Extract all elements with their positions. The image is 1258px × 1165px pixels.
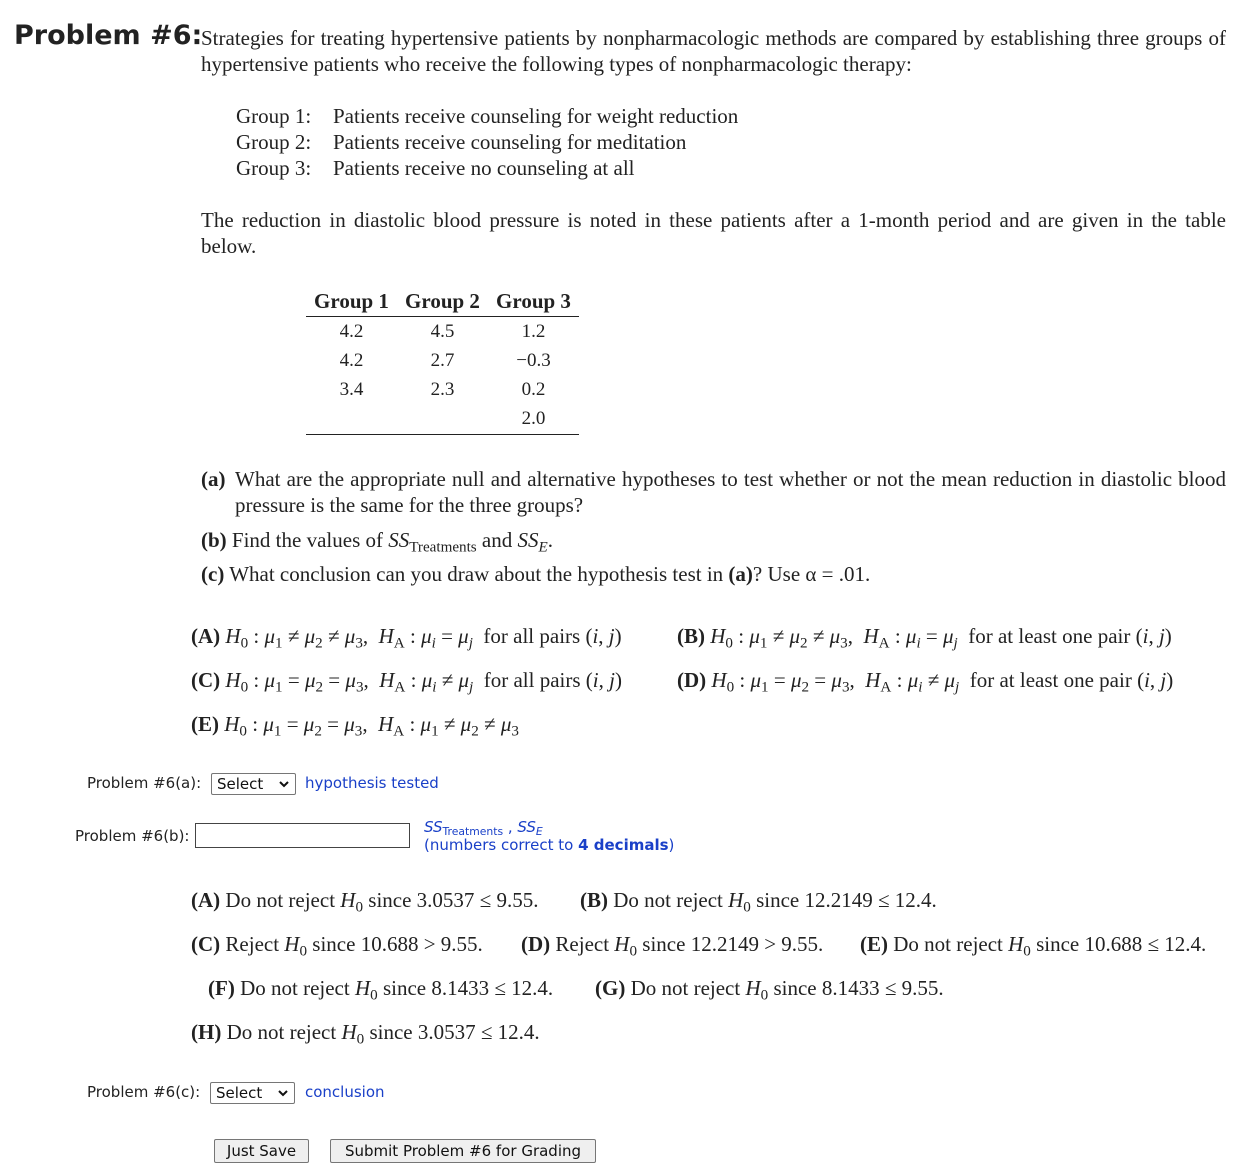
concl-option-a-mid: since bbox=[368, 888, 412, 912]
table-header: Group 3 bbox=[488, 286, 579, 317]
group-3-row bbox=[236, 155, 635, 181]
hyp-option-b bbox=[677, 622, 1172, 658]
concl-option-g-tag: (G) bbox=[595, 976, 626, 1000]
question-b-end: . bbox=[547, 528, 553, 552]
table-header-row bbox=[306, 286, 579, 317]
table-cell: 4.2 bbox=[339, 320, 364, 342]
hyp-option-d-tag: (D) bbox=[677, 668, 707, 692]
ss-answer-input[interactable] bbox=[195, 823, 410, 848]
question-b bbox=[201, 527, 553, 561]
table-cell bbox=[397, 404, 488, 435]
concl-option-g-pre: Do not reject bbox=[630, 976, 741, 1000]
concl-option-d-expr: 12.2149 > 9.55. bbox=[690, 932, 824, 956]
concl-option-h-tag: (H) bbox=[191, 1020, 222, 1044]
concl-option-e-pre: Do not reject bbox=[893, 932, 1003, 956]
hyp-option-c-tag: (C) bbox=[191, 668, 221, 692]
decimals-hint-num: 4 decimals bbox=[578, 836, 669, 854]
concl-option-a-pre: Do not reject bbox=[225, 888, 336, 912]
concl-option-g: (G) Do not reject $H_0$ since 8.1433 ≤ 9.55. bbox=[595, 976, 944, 1004]
concl-option-c-tag: (C) bbox=[191, 932, 221, 956]
hyp-option-a-suffix: for all pairs bbox=[483, 624, 581, 648]
problem-intro: Strategies for treating hypertensive patients by nonpharmacologic methods are compared by establishing three groups of hypertensive patients who receive the following types of nonpharmacologic therapy: bbox=[201, 26, 1226, 76]
submit-button[interactable]: Submit Problem #6 for Grading bbox=[330, 1139, 596, 1163]
concl-option-d-pre: Reject bbox=[555, 932, 610, 956]
conclusion-hint: conclusion bbox=[305, 1083, 385, 1101]
concl-option-h-expr: 3.0537 ≤ 12.4. bbox=[417, 1020, 540, 1044]
concl-option-a-expr: 3.0537 ≤ 9.55. bbox=[416, 888, 539, 912]
question-c bbox=[201, 561, 870, 587]
hyp-option-d-pair: (i, j) bbox=[1137, 668, 1174, 692]
hyp-option-a-formula: $H_0$ : $\mu_1 \ne \mu_2 \ne \mu_3$, $H_A$ : $\mu_i = \mu_j$ bbox=[225, 624, 473, 652]
ss-hint-ss: SS bbox=[424, 818, 443, 836]
hyp-option-c-suffix: for all pairs bbox=[483, 668, 581, 692]
decimals-hint-post: ) bbox=[668, 836, 675, 854]
hyp-option-b-pair: (i, j) bbox=[1135, 624, 1172, 648]
concl-option-b-mid: since bbox=[756, 888, 800, 912]
conclusion-select[interactable] bbox=[210, 1082, 295, 1104]
concl-option-e-mid: since bbox=[1036, 932, 1080, 956]
hypothesis-select-value: Select bbox=[217, 775, 264, 793]
group-3-label: Group 3: bbox=[236, 156, 312, 180]
concl-option-e: (E) Do not reject $H_0$ since 10.688 ≤ 12.4. bbox=[860, 932, 1207, 960]
concl-option-a: (A) Do not reject $H_0$ since 3.0537 ≤ 9.55. bbox=[191, 888, 539, 916]
table-cell: 4.5 bbox=[430, 320, 455, 342]
concl-option-g-expr: 8.1433 ≤ 9.55. bbox=[821, 976, 944, 1000]
ss-hint-e: E bbox=[535, 825, 543, 839]
chevron-down-icon bbox=[277, 1087, 289, 1099]
concl-option-d-tag: (D) bbox=[521, 932, 551, 956]
concl-option-f: (F) Do not reject $H_0$ since 8.1433 ≤ 12.4. bbox=[208, 976, 554, 1004]
chevron-down-icon bbox=[278, 778, 290, 790]
hyp-option-a bbox=[191, 622, 622, 658]
problem-6c-label: Problem #6(c): bbox=[87, 1083, 201, 1101]
table-cell: 4.2 bbox=[339, 349, 364, 371]
concl-option-e-tag: (E) bbox=[860, 932, 888, 956]
hyp-option-c bbox=[191, 666, 622, 702]
concl-option-b: (B) Do not reject $H_0$ since 12.2149 ≤ 12.4. bbox=[580, 888, 937, 916]
reduction-text: The reduction in diastolic blood pressure is noted in these patients after a 1-month period and are given in the table below. bbox=[201, 208, 1226, 258]
ss-hint-sep: , bbox=[503, 818, 518, 836]
concl-option-f-pre: Do not reject bbox=[240, 976, 350, 1000]
concl-option-c-pre: Reject bbox=[225, 932, 280, 956]
concl-option-f-mid: since bbox=[382, 976, 427, 1000]
hyp-option-d-formula: $H_0$ : $\mu_1 = \mu_2 = \mu_3$, $H_A$ : $\mu_i \ne \mu_j$ bbox=[711, 668, 960, 696]
hyp-option-b-formula: $H_0$ : $\mu_1 \ne \mu_2 \ne \mu_3$, $H_A$ : $\mu_i = \mu_j$ bbox=[710, 624, 958, 652]
hyp-option-a-pair: (i, j) bbox=[585, 624, 622, 648]
concl-option-c-mid: since bbox=[312, 932, 356, 956]
question-c-text: What conclusion can you draw about the hypothesis test in bbox=[229, 562, 729, 586]
group-2-label: Group 2: bbox=[236, 130, 312, 154]
table-cell: 2.0 bbox=[488, 404, 579, 435]
problem-6b-label: Problem #6(b): bbox=[75, 827, 190, 845]
concl-option-g-mid: since bbox=[773, 976, 817, 1000]
group-2-text: Patients receive counseling for meditation bbox=[333, 130, 687, 154]
hyp-option-e-tag: (E) bbox=[191, 712, 219, 736]
table-cell: 3.4 bbox=[339, 378, 364, 400]
table-cell: −0.3 bbox=[516, 349, 551, 371]
question-c-ref: (a) bbox=[728, 562, 753, 586]
hyp-option-a-tag: (A) bbox=[191, 624, 221, 648]
concl-option-c-expr: 10.688 > 9.55. bbox=[360, 932, 483, 956]
ss-hint-treatments: Treatments bbox=[442, 825, 504, 839]
table-header: Group 1 bbox=[306, 286, 397, 317]
concl-option-h-mid: since bbox=[369, 1020, 413, 1044]
concl-option-c: (C) Reject $H_0$ since 10.688 > 9.55. bbox=[191, 932, 483, 960]
table-row bbox=[306, 317, 579, 347]
hyp-option-c-formula: $H_0$ : $\mu_1 = \mu_2 = \mu_3$, $H_A$ : $\mu_i \ne \mu_j$ bbox=[225, 668, 474, 696]
table-cell: 0.2 bbox=[521, 378, 546, 400]
table-row bbox=[306, 346, 579, 375]
concl-option-h: (H) Do not reject $H_0$ since 3.0537 ≤ 12.4. bbox=[191, 1020, 540, 1048]
concl-option-b-expr: 12.2149 ≤ 12.4. bbox=[804, 888, 937, 912]
question-b-text: Find the values of bbox=[231, 528, 389, 552]
table-cell: 2.3 bbox=[430, 378, 455, 400]
hypothesis-select[interactable] bbox=[211, 773, 296, 795]
table-row bbox=[306, 404, 579, 435]
concl-option-h-pre: Do not reject bbox=[226, 1020, 337, 1044]
data-table bbox=[306, 286, 579, 435]
question-b-and: and bbox=[476, 528, 518, 552]
hyp-option-b-suffix: for at least one pair bbox=[968, 624, 1131, 648]
ss-hint-sse: SS bbox=[517, 818, 536, 836]
table-cell bbox=[306, 404, 397, 435]
hyp-option-b-tag: (B) bbox=[677, 624, 705, 648]
table-cell: 2.7 bbox=[430, 349, 455, 371]
concl-option-f-expr: 8.1433 ≤ 12.4. bbox=[431, 976, 554, 1000]
problem-6a-label: Problem #6(a): bbox=[87, 774, 202, 792]
alpha-value: α = .01. bbox=[805, 562, 871, 586]
question-b-tag: (b) bbox=[201, 528, 227, 552]
concl-option-b-tag: (B) bbox=[580, 888, 608, 912]
ss-treatments-symbol: SS bbox=[388, 528, 410, 552]
hyp-option-d-suffix: for at least one pair bbox=[969, 668, 1132, 692]
hyp-option-c-pair: (i, j) bbox=[585, 668, 622, 692]
sse-subscript: E bbox=[538, 539, 548, 556]
decimals-hint bbox=[424, 836, 674, 854]
question-a-text: What are the appropriate null and alternative hypotheses to test whether or not the mean reduction in diastolic blood pressure is the same for the three groups? bbox=[235, 467, 1226, 517]
decimals-hint-pre: (numbers correct to bbox=[424, 836, 579, 854]
question-c-text2: ? Use bbox=[752, 562, 806, 586]
table-header: Group 2 bbox=[397, 286, 488, 317]
concl-option-e-expr: 10.688 ≤ 12.4. bbox=[1084, 932, 1207, 956]
concl-option-b-pre: Do not reject bbox=[613, 888, 723, 912]
question-c-tag: (c) bbox=[201, 562, 225, 586]
hyp-option-e-formula: $H_0$ : $\mu_1 = \mu_2 = \mu_3$, $H_A$ : $\mu_1 \ne \mu_2 \ne \mu_3$ bbox=[224, 712, 519, 740]
problem-title: Problem #6: bbox=[14, 20, 203, 51]
group-2-row bbox=[236, 129, 686, 155]
ss-treatments-subscript: Treatments bbox=[409, 539, 477, 556]
hyp-option-e bbox=[191, 710, 519, 746]
concl-option-d-mid: since bbox=[642, 932, 686, 956]
group-1-label: Group 1: bbox=[236, 104, 312, 128]
group-1-row bbox=[236, 103, 738, 129]
group-1-text: Patients receive counseling for weight reduction bbox=[333, 104, 739, 128]
hyp-option-d bbox=[677, 666, 1173, 702]
table-cell: 1.2 bbox=[521, 320, 546, 342]
group-3-text: Patients receive no counseling at all bbox=[333, 156, 635, 180]
concl-option-d: (D) Reject $H_0$ since 12.2149 > 9.55. bbox=[521, 932, 824, 960]
just-save-button[interactable]: Just Save bbox=[214, 1139, 309, 1163]
concl-option-a-tag: (A) bbox=[191, 888, 221, 912]
hypothesis-hint: hypothesis tested bbox=[305, 774, 439, 792]
sse-symbol: SS bbox=[517, 528, 539, 552]
conclusion-select-value: Select bbox=[216, 1084, 263, 1102]
concl-option-f-tag: (F) bbox=[208, 976, 235, 1000]
question-a-tag: (a) bbox=[201, 467, 226, 491]
table-row bbox=[306, 375, 579, 404]
